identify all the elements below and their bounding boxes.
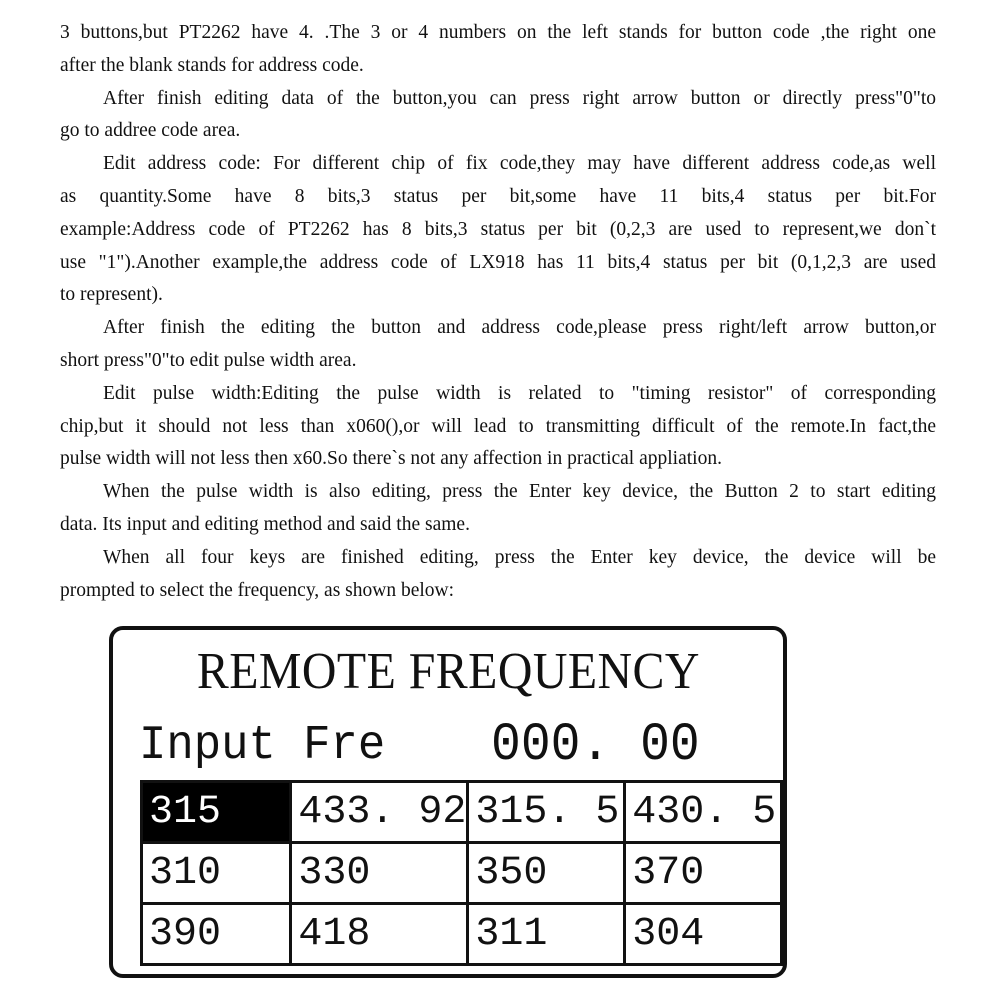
screen-title <box>113 642 783 702</box>
input-frequency-value: 000. 00 <box>491 715 700 776</box>
input-frequency-label: Input Fre <box>139 719 386 773</box>
text-line: as quantity.Some have 8 bits,3 status per bit,some have 11 bits,4 status per bit.For <box>60 185 936 207</box>
text-line: After finish the editing the button and address code,please press right/left arrow button,or <box>103 317 936 339</box>
screen-title-text: REMOTE FREQUENCY <box>196 643 700 700</box>
device-screen <box>109 626 787 978</box>
frequency-option[interactable]: 310 <box>142 843 291 904</box>
frequency-option[interactable]: 390 <box>142 904 291 965</box>
frequency-option[interactable]: 311 <box>468 904 625 965</box>
frequency-option[interactable]: 430. 5 <box>625 782 782 843</box>
text-line: When the pulse width is also editing, press the Enter key device, the Button 2 to start editing <box>103 481 936 503</box>
frequency-option[interactable]: 433. 92 <box>291 782 468 843</box>
text-line: go to addree code area. <box>60 120 241 142</box>
frequency-option[interactable]: 315. 5 <box>468 782 625 843</box>
text-line: short press"0"to edit pulse width area. <box>60 349 357 371</box>
frequency-option[interactable]: 350 <box>468 843 625 904</box>
frequency-row <box>142 843 782 904</box>
manual-text <box>60 17 936 607</box>
frequency-option-selected[interactable]: 315 <box>142 782 291 843</box>
frequency-row <box>142 782 782 843</box>
frequency-option[interactable]: 418 <box>291 904 468 965</box>
frequency-table <box>140 780 783 966</box>
text-line: pulse width will not less then x60.So there`s not any affection in practical appliation. <box>60 448 722 470</box>
text-line: 3 buttons,but PT2262 have 4. .The 3 or 4 numbers on the left stands for button code ,the right one <box>60 22 936 43</box>
frequency-row <box>142 904 782 965</box>
text-line: after the blank stands for address code. <box>60 54 364 76</box>
text-line: prompted to select the frequency, as shown below: <box>60 579 455 601</box>
text-line: chip,but it should not less than x060(),or will lead to transmitting difficult of the remote.In fact,the <box>60 415 936 437</box>
text-line: data. Its input and editing method and said the same. <box>60 513 470 535</box>
text-line: When all four keys are finished editing, press the Enter key device, the device will be <box>103 546 936 568</box>
text-line: example:Address code of PT2262 has 8 bits,3 status per bit (0,2,3 are used to represent,we don`t <box>60 218 936 240</box>
text-line: use "1").Another example,the address code of LX918 has 11 bits,4 status per bit (0,1,2,3 are used <box>60 251 936 273</box>
frequency-option[interactable]: 330 <box>291 843 468 904</box>
text-line: Edit pulse width:Editing the pulse width is related to "timing resistor" of corresponding <box>103 382 936 404</box>
text-line: After finish editing data of the button,you can press right arrow button or directly press"0"to <box>103 87 936 109</box>
text-line: to represent). <box>60 284 163 306</box>
text-line: Edit address code: For different chip of fix code,they may have different address code,as well <box>103 153 936 175</box>
frequency-option[interactable]: 304 <box>625 904 782 965</box>
frequency-option[interactable]: 370 <box>625 843 782 904</box>
